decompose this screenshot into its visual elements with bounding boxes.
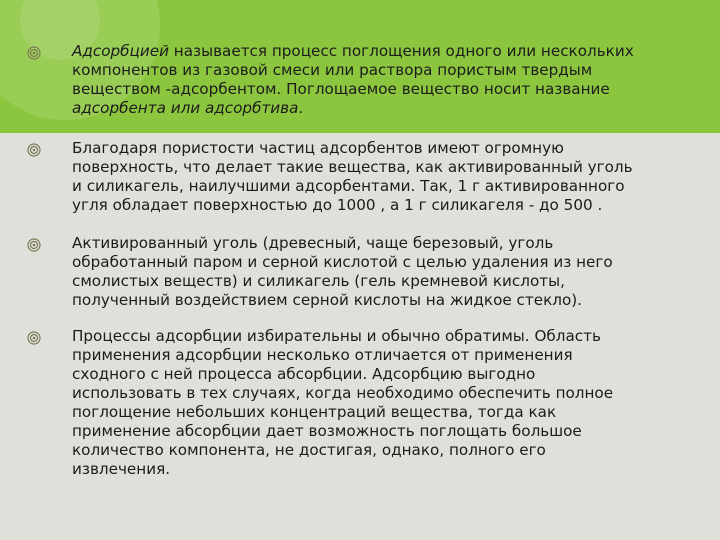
concentric-circle-bullet-icon <box>27 143 41 157</box>
definition-text: называется процесс поглощения одного или нескольких компонентов из газовой смеси или раствора пористым твердым веществом -адсорбентом. Поглощаемое вещество носит название <box>72 42 634 98</box>
concentric-circle-bullet-icon <box>27 331 41 345</box>
term-adsorbate: адсорбента или адсорбтива <box>72 99 299 117</box>
bullet-text <box>72 42 672 118</box>
bullet-text: Благодаря пористости частиц адсорбентов имеют огромную поверхность, что делает такие вещества, как активированный уголь и силикагель, наилучшими адсорбентами. Так, 1 г активированного угля обладает поверхностью до 1000 , а 1 г силикагеля - до 500 . <box>72 139 633 214</box>
concentric-circle-bullet-icon <box>27 238 41 252</box>
period: . <box>298 99 304 117</box>
bullet-text: Процессы адсорбции избирательны и обычно обратимы. Область применения адсорбции несколько отличается от применения сходного с ней процесса абсорбции. Адсорбцию выгодно использовать в тех случаях, когда необходимо обеспечить полное поглощение небольших концентраций вещества, тогда как применение абсорбции дает возможность поглощать большое количество компонента, не достигая, однако, полного его извлечения. <box>72 327 614 478</box>
term-adsorption: Адсорбцией <box>72 42 169 60</box>
bullet-text: Активированный уголь (древесный, чаще березовый, уголь обработанный паром и серной кислотой с целью удаления из него смолистых веществ) и силикагель (гель кремневой кислоты, полученный воздействием серной кислоты на жидкое стекло). <box>72 234 613 309</box>
concentric-circle-bullet-icon <box>27 46 41 60</box>
